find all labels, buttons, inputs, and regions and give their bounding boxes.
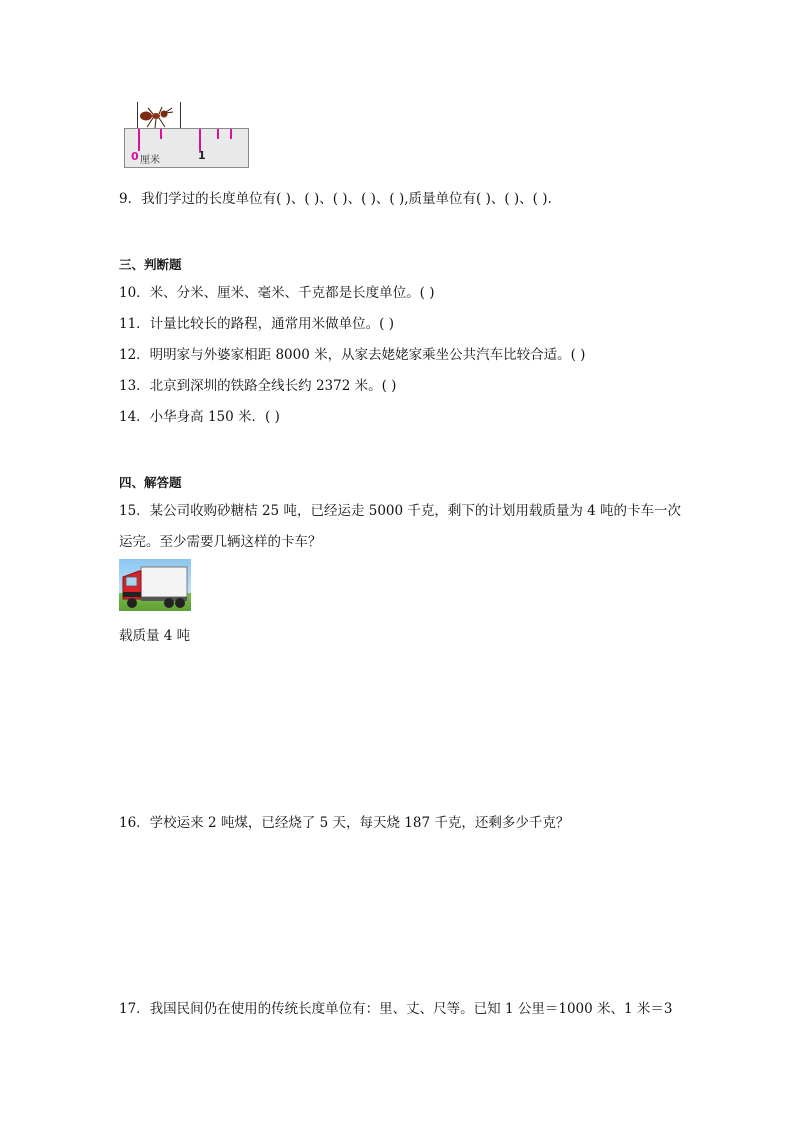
question-14: 14．小华身高 150 米．( ) xyxy=(119,409,280,425)
ruler-tick xyxy=(230,129,232,139)
question-13: 13．北京到深圳的铁路全线长约 2372 米。( ) xyxy=(119,378,397,394)
ruler-tick xyxy=(138,129,140,151)
ruler-one-label: 1 xyxy=(198,149,206,162)
truck-icon xyxy=(119,559,191,611)
section-solve-heading: 四、解答题 xyxy=(119,475,182,490)
question-15-line-2: 运完。至少需要几辆这样的卡车？ xyxy=(119,534,322,550)
section-judge-heading: 三、判断题 xyxy=(119,257,182,272)
question-15-line-1: 15．某公司收购砂糖桔 25 吨，已经运走 5000 千克，剩下的计划用载质量为 4 吨的卡车一次 xyxy=(119,503,682,519)
question-12: 12．明明家与外婆家相距 8000 米，从家去姥姥家乘坐公共汽车比较合适。( ) xyxy=(119,347,586,363)
question-15-caption: 载质量 4 吨 xyxy=(119,628,191,644)
ant-icon xyxy=(137,104,181,130)
question-10: 10．米、分米、厘米、毫米、千克都是长度单位。( ) xyxy=(119,285,435,301)
ruler-tick xyxy=(217,129,219,139)
ruler-figure xyxy=(121,102,251,170)
ruler xyxy=(124,128,249,168)
question-9: 9．我们学过的长度单位有( )、( )、( )、( )、( ),质量单位有( )、( )、( ). xyxy=(119,191,552,207)
question-16: 16．学校运来 2 吨煤，已经烧了 5 天，每天烧 187 千克，还剩多少千克？ xyxy=(119,815,570,831)
ruler-unit-label: 厘米 xyxy=(140,155,160,166)
question-17: 17．我国民间仍在使用的传统长度单位有：里、丈、尺等。已知 1 公里＝1000 米、1 米＝3 xyxy=(119,1001,673,1017)
ruler-tick xyxy=(160,129,162,139)
ruler-tick xyxy=(199,129,201,151)
ruler-zero-label: 0 xyxy=(131,150,139,163)
question-11: 11．计量比较长的路程，通常用米做单位。( ) xyxy=(119,316,395,332)
